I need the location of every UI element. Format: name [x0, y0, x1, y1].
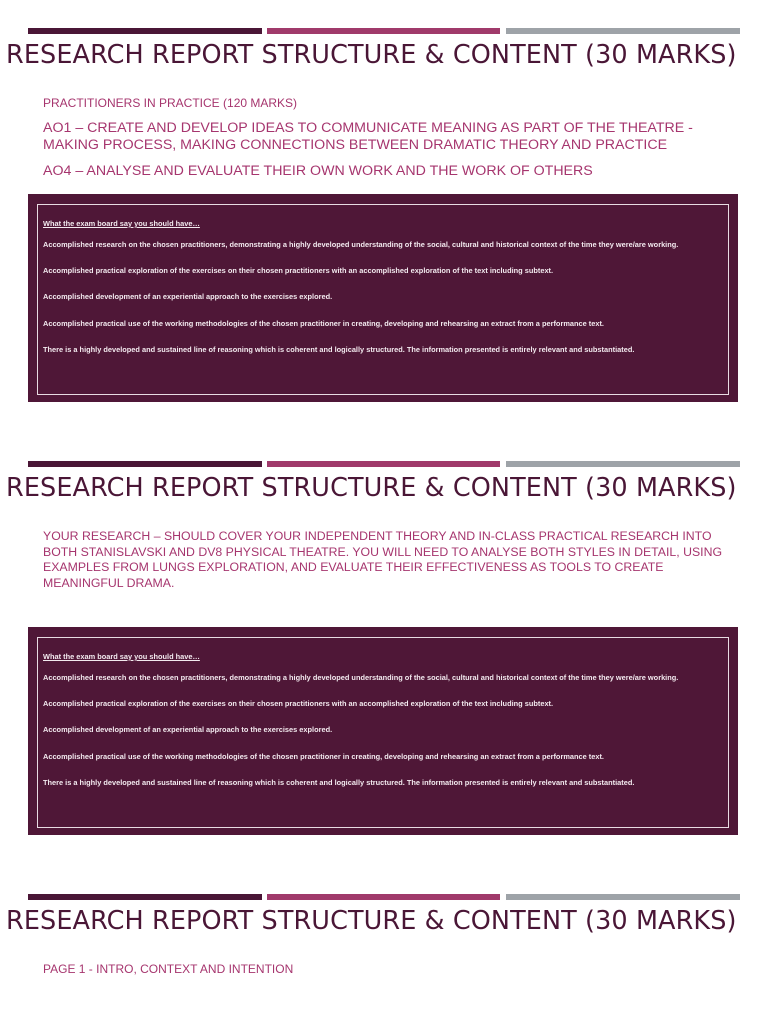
- accent-bar-plum: [28, 28, 262, 34]
- criteria-item: Accomplished research on the chosen practitioners, demonstrating a highly developed understanding of the social, cultural and historical context of the time they were/are working.: [43, 240, 679, 249]
- exam-board-heading: What the exam board say you should have…: [43, 219, 200, 228]
- exam-board-box: [28, 627, 738, 835]
- criteria-item: Accomplished development of an experiential approach to the exercises explored.: [43, 292, 333, 302]
- accent-bars: [28, 894, 740, 900]
- exam-board-box-border: [37, 204, 729, 395]
- exam-board-box-border: [37, 637, 729, 828]
- criteria-item: Accomplished practical exploration of the exercises on their chosen practitioners with an accomplished exploration of the text including subtext.: [43, 266, 554, 276]
- research-paragraph: YOUR RESEARCH – SHOULD COVER YOUR INDEPENDENT THEORY AND IN-CLASS PRACTICAL RESEARCH INTO BOTH STANISLAVSKI AND DV8 PHYSICAL THEATRE. YOU WILL NEED TO ANALYSE BOTH STYLES IN DETAIL, USING EXAMPLES FROM LUNGS EXPLORATION, AND EVALUATE THEIR EFFECTIVENESS AS TOOLS TO CREATE MEANINGFUL DRAMA.: [43, 529, 723, 590]
- accent-bar-grey: [506, 461, 740, 467]
- accent-bar-grey: [506, 894, 740, 900]
- criteria-item: Accomplished research on the chosen practitioners, demonstrating a highly developed understanding of the social, cultural and historical context of the time they were/are working.: [43, 673, 679, 682]
- exam-board-heading: What the exam board say you should have…: [43, 652, 200, 661]
- slide-subtitle: PAGE 1 - INTRO, CONTEXT AND INTENTION: [43, 962, 294, 976]
- criteria-item: Accomplished development of an experiential approach to the exercises explored.: [43, 725, 333, 735]
- accent-bar-magenta: [267, 461, 500, 467]
- slide-title: RESEARCH REPORT STRUCTURE & CONTENT (30 MARKS): [6, 473, 737, 503]
- accent-bars: [28, 461, 740, 467]
- accent-bar-magenta: [267, 28, 500, 34]
- slide-title: RESEARCH REPORT STRUCTURE & CONTENT (30 MARKS): [6, 906, 737, 936]
- accent-bar-grey: [506, 28, 740, 34]
- accent-bars: [28, 28, 740, 34]
- criteria-item: Accomplished practical use of the working methodologies of the chosen practitioner in creating, developing and rehearsing an extract from a performance text.: [43, 318, 604, 328]
- accent-bar-plum: [28, 461, 262, 467]
- accent-bar-plum: [28, 894, 262, 900]
- slide-subtitle: PRACTITIONERS IN PRACTICE (120 MARKS): [43, 96, 298, 110]
- objective-ao1: AO1 – CREATE AND DEVELOP IDEAS TO COMMUNICATE MEANING AS PART OF THE THEATRE - MAKING PROCESS, MAKING CONNECTIONS BETWEEN DRAMATIC THEORY AND PRACTICE: [43, 120, 693, 153]
- exam-board-box: [28, 194, 738, 402]
- criteria-item: There is a highly developed and sustained line of reasoning which is coherent and logically structured. The information presented is entirely relevant and substantiated.: [43, 777, 635, 787]
- objective-ao4: AO4 – ANALYSE AND EVALUATE THEIR OWN WORK AND THE WORK OF OTHERS: [43, 163, 593, 179]
- slide-title: RESEARCH REPORT STRUCTURE & CONTENT (30 MARKS): [6, 40, 737, 70]
- criteria-item: Accomplished practical exploration of the exercises on their chosen practitioners with an accomplished exploration of the text including subtext.: [43, 699, 554, 709]
- criteria-item: Accomplished practical use of the working methodologies of the chosen practitioner in creating, developing and rehearsing an extract from a performance text.: [43, 751, 604, 761]
- accent-bar-magenta: [267, 894, 500, 900]
- criteria-item: There is a highly developed and sustained line of reasoning which is coherent and logically structured. The information presented is entirely relevant and substantiated.: [43, 344, 635, 354]
